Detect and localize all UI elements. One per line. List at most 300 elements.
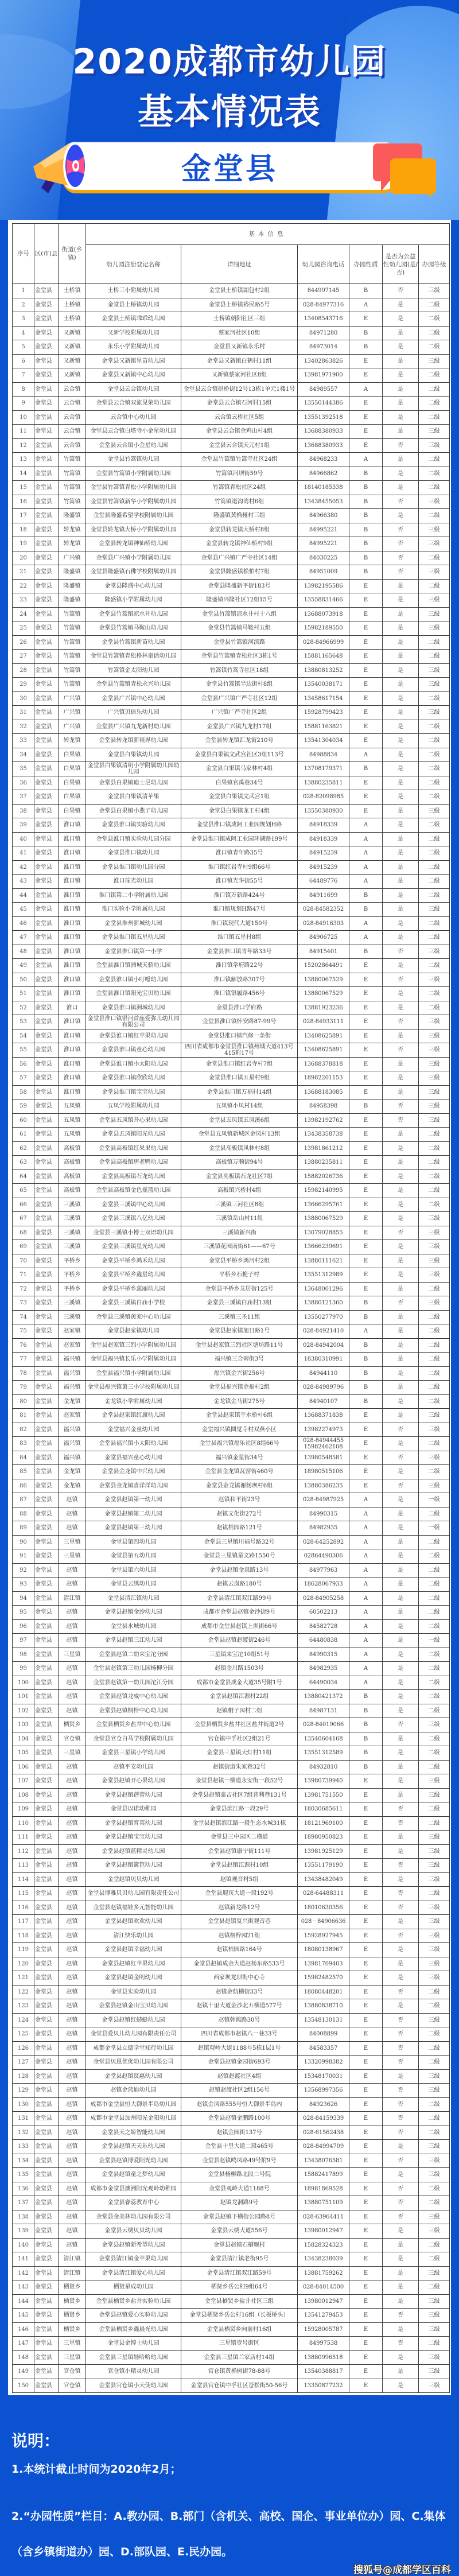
table-row xyxy=(13,846,450,861)
row-grade: 二级 xyxy=(419,1353,450,1367)
row-grade: 三级 xyxy=(419,903,450,917)
row-address: 赵镇龙洞路9号 xyxy=(181,2196,298,2210)
table-row xyxy=(13,2154,450,2168)
row-town: 赵镇 xyxy=(59,2069,86,2084)
row-nature: B xyxy=(349,551,383,565)
row-town: 三星镇 xyxy=(59,1746,86,1761)
row-grade: 三级 xyxy=(419,425,450,439)
table-row xyxy=(13,1198,450,1212)
row-kindergarten-name: 金堂县又新镇星苗幼儿园 xyxy=(86,354,181,368)
row-address: 金堂县淮口镇成阿工业园环湖路199号 xyxy=(181,832,298,846)
row-phone: 13981751550 xyxy=(298,1788,349,1802)
row-kindergarten-name: 金堂县淮口镇红苹果幼儿园 xyxy=(86,1029,181,1043)
table-row xyxy=(13,1184,450,1198)
row-phone: 13551179190 xyxy=(298,1859,349,1873)
row-town: 三溪镇 xyxy=(59,1240,86,1254)
row-county: 金堂县 xyxy=(34,2350,59,2365)
row-address: 高板镇万顺街94号 xyxy=(181,1156,298,1170)
row-seq: 45 xyxy=(13,903,34,917)
row-grade: 三级 xyxy=(419,2322,450,2337)
table-row xyxy=(13,1985,450,1999)
table-row xyxy=(13,1156,450,1170)
row-phone: 028-84019066 xyxy=(298,1718,349,1732)
row-town: 平桥乡 xyxy=(59,1282,86,1296)
row-county: 金堂县 xyxy=(34,846,59,861)
table-row xyxy=(13,2337,450,2351)
row-public-benefit: 是 xyxy=(383,663,419,678)
row-nature: E xyxy=(349,678,383,692)
row-seq: 79 xyxy=(13,1381,34,1395)
row-address: 三溪镇三圣11组 xyxy=(181,1310,298,1324)
row-seq: 67 xyxy=(13,1212,34,1226)
row-county: 金堂县 xyxy=(34,2112,59,2126)
row-public-benefit: 是 xyxy=(383,776,419,790)
row-address: 金堂县白果镇马家林村4组 xyxy=(181,762,298,776)
row-address: 金堂县赵镇金鹏路100号 xyxy=(181,2112,298,2126)
row-public-benefit: 是 xyxy=(383,2294,419,2309)
row-county: 金堂县 xyxy=(34,1563,59,1578)
row-nature: E xyxy=(349,312,383,327)
table-row xyxy=(13,368,450,383)
row-public-benefit: 否 xyxy=(383,495,419,509)
row-grade: 三级 xyxy=(419,1957,450,1971)
row-phone: 84915239 xyxy=(298,846,349,861)
row-kindergarten-name: 赵镇平安幼儿园 xyxy=(86,1760,181,1774)
row-grade: 三级 xyxy=(419,1929,450,1943)
row-nature: B xyxy=(349,1381,383,1395)
row-town: 淮口镇 xyxy=(59,1043,86,1058)
row-town: 五凤镇 xyxy=(59,1099,86,1114)
row-grade: 二级 xyxy=(419,1437,450,1451)
row-nature: E xyxy=(349,1844,383,1859)
row-address: 金堂县转龙镇汇龙街210号 xyxy=(181,734,298,748)
row-seq: 98 xyxy=(13,1648,34,1662)
row-grade: 三级 xyxy=(419,1240,450,1254)
megaphone-icon xyxy=(29,133,98,196)
row-county: 金堂县 xyxy=(34,537,59,551)
table-row xyxy=(13,1268,450,1283)
row-public-benefit: 是 xyxy=(383,1240,419,1254)
page-title-line1: 2020成都市幼儿园 xyxy=(72,42,387,82)
table-row xyxy=(13,832,450,846)
row-town: 栖贤乡 xyxy=(59,2294,86,2309)
row-town: 栖贤乡 xyxy=(59,2309,86,2323)
row-public-benefit: 否 xyxy=(383,523,419,537)
row-kindergarten-name: 金堂县赵镇篱笆幼儿园 xyxy=(86,1859,181,1873)
row-address: 金堂县又新镇白鹤村11组 xyxy=(181,354,298,368)
row-seq: 97 xyxy=(13,1634,34,1648)
row-phone: 84932810 xyxy=(298,1760,349,1774)
row-public-benefit: 是 xyxy=(383,593,419,608)
row-grade: 二级 xyxy=(419,916,450,931)
row-public-benefit: 是 xyxy=(383,397,419,411)
row-seq: 15 xyxy=(13,481,34,495)
row-address: 三溪镇三河社区8组 xyxy=(181,1198,298,1212)
row-grade: 三级 xyxy=(419,1831,450,1845)
row-town: 白果镇 xyxy=(59,748,86,762)
row-town: 转龙镇 xyxy=(59,537,86,551)
row-county: 金堂县 xyxy=(34,1226,59,1240)
row-town: 赵镇 xyxy=(59,2196,86,2210)
row-county: 金堂县 xyxy=(34,2309,59,2323)
row-nature: E xyxy=(349,734,383,748)
row-town: 三溪镇 xyxy=(59,1296,86,1311)
row-grade: 二级 xyxy=(419,453,450,467)
row-seq: 95 xyxy=(13,1606,34,1620)
row-county: 金堂县 xyxy=(34,1493,59,1507)
row-public-benefit: 是 xyxy=(383,2252,419,2267)
note-item-2: 2.“办园性质”栏目：A.教办园、B.部门（含机关、高校、国企、事业单位办）园、C.集体（含乡镇街道办）园、D.部队园、E.民办园。 xyxy=(11,2510,446,2558)
row-kindergarten-name: 金堂县白果镇清明小学附属幼儿园幼儿园 xyxy=(86,762,181,776)
row-nature: E xyxy=(349,2126,383,2140)
row-county: 金堂县 xyxy=(34,2013,59,2027)
row-county: 金堂县 xyxy=(34,2252,59,2267)
row-phone: 844997145 xyxy=(298,284,349,298)
row-public-benefit: 是 xyxy=(383,1844,419,1859)
row-nature: E xyxy=(349,790,383,805)
row-phone: 84989557 xyxy=(298,382,349,397)
row-address: 赵镇桐子园村二组 xyxy=(181,1704,298,1718)
row-kindergarten-name: 金堂县五凤镇阳光幼儿园 xyxy=(86,1128,181,1142)
table-row xyxy=(13,2056,450,2070)
row-phone: 60502213 xyxy=(298,1606,349,1620)
row-kindergarten-name: 金堂县爱贝儿幼儿园有限责任公司 xyxy=(86,2027,181,2042)
row-public-benefit: 是 xyxy=(383,804,419,818)
row-address: 金堂县隆盛新平街183号 xyxy=(181,579,298,593)
row-address: 金堂县土桥镇裕民路5号 xyxy=(181,298,298,312)
row-nature: B xyxy=(349,1704,383,1718)
row-seq: 8 xyxy=(13,382,34,397)
row-county: 金堂县 xyxy=(34,860,59,875)
table-row xyxy=(13,1563,450,1578)
row-nature: E xyxy=(349,1043,383,1058)
row-public-benefit: 是 xyxy=(383,1156,419,1170)
table-row xyxy=(13,2140,450,2154)
row-address: 五凤镇小凤村14组 xyxy=(181,1099,298,1114)
table-row xyxy=(13,875,450,889)
row-county: 金堂县 xyxy=(34,1507,59,1521)
table-row xyxy=(13,1085,450,1099)
row-kindergarten-name: 金堂县第六幼儿园 xyxy=(86,1563,181,1578)
row-phone: 13408625891 xyxy=(298,1043,349,1058)
row-county: 金堂县 xyxy=(34,1999,59,2014)
table-row xyxy=(13,1437,450,1451)
row-public-benefit: 否 xyxy=(383,2196,419,2210)
table-row xyxy=(13,2224,450,2239)
row-nature: A xyxy=(349,1549,383,1564)
table-row xyxy=(13,2084,450,2098)
table-row xyxy=(13,734,450,748)
table-row xyxy=(13,1507,450,1521)
col-header-grade: 办园等级 xyxy=(419,245,450,284)
row-seq: 55 xyxy=(13,1043,34,1058)
table-row xyxy=(13,1451,450,1465)
row-nature: E xyxy=(349,2027,383,2042)
table-row xyxy=(13,1872,450,1887)
row-grade: 二级 xyxy=(419,1563,450,1578)
row-seq: 44 xyxy=(13,888,34,903)
row-grade: 二级 xyxy=(419,1690,450,1704)
row-county: 金堂县 xyxy=(34,931,59,945)
row-nature: E xyxy=(349,2350,383,2365)
row-nature: B xyxy=(349,1353,383,1367)
table-row xyxy=(13,1816,450,1831)
row-phone: 13079028855 xyxy=(298,1226,349,1240)
row-seq: 115 xyxy=(13,1887,34,1901)
table-row xyxy=(13,720,450,734)
row-nature: E xyxy=(349,1802,383,1817)
row-kindergarten-name: 金堂县赵家镇三烈小学附属幼儿园 xyxy=(86,1338,181,1353)
row-nature: B xyxy=(349,1366,383,1381)
row-town: 赵镇 xyxy=(59,1887,86,1901)
row-county: 金堂县 xyxy=(34,1479,59,1493)
row-address: 金堂县观岭大道1188号 xyxy=(181,2182,298,2196)
row-county: 金堂县 xyxy=(34,2210,59,2224)
row-nature: E xyxy=(349,1915,383,1929)
row-phone: 13438455053 xyxy=(298,495,349,509)
row-phone: 13438358738 xyxy=(298,1128,349,1142)
table-row xyxy=(13,1493,450,1507)
row-grade: 三级 xyxy=(419,2140,450,2154)
row-nature: A xyxy=(349,1324,383,1339)
row-address: 赵镇新龙路12号 xyxy=(181,1901,298,1915)
row-seq: 141 xyxy=(13,2252,34,2267)
row-kindergarten-name: 土桥三小附属幼儿园 xyxy=(86,284,181,298)
row-grade: 三级 xyxy=(419,1226,450,1240)
row-nature: E xyxy=(349,2182,383,2196)
row-kindergarten-name: 金堂县云绣幼儿园 xyxy=(86,1578,181,1592)
row-phone: 028-84987925 xyxy=(298,1493,349,1507)
row-grade: 三级 xyxy=(419,1057,450,1071)
row-town: 福兴镇 xyxy=(59,1451,86,1465)
row-county: 金堂县 xyxy=(34,1676,59,1690)
row-phone: 028-84921410 xyxy=(298,1324,349,1339)
row-seq: 42 xyxy=(13,860,34,875)
row-town: 转龙镇 xyxy=(59,734,86,748)
row-kindergarten-name: 金堂县赵家镇红旗幼儿园 xyxy=(86,1409,181,1423)
row-public-benefit: 是 xyxy=(383,1704,419,1718)
row-nature: B xyxy=(349,945,383,959)
table-row xyxy=(13,1634,450,1648)
row-county: 金堂县 xyxy=(34,1268,59,1283)
row-seq: 119 xyxy=(13,1943,34,1957)
row-grade: 三级 xyxy=(419,945,450,959)
row-seq: 46 xyxy=(13,916,34,931)
row-address: 金堂县三星镇兰家店村14组 xyxy=(181,2350,298,2365)
row-public-benefit: 是 xyxy=(383,1381,419,1395)
row-seq: 18 xyxy=(13,523,34,537)
table-row xyxy=(13,1718,450,1732)
row-phone: 13880838710 xyxy=(298,1999,349,2014)
row-seq: 146 xyxy=(13,2322,34,2337)
row-town: 云合镇 xyxy=(59,425,86,439)
row-kindergarten-name: 金堂县五凤镇开心果幼儿园 xyxy=(86,1113,181,1128)
row-address: 金堂县平桥乡鸿河村2组 xyxy=(181,1254,298,1268)
table-row xyxy=(13,537,450,551)
row-seq: 99 xyxy=(13,1662,34,1676)
table-row xyxy=(13,1676,450,1690)
row-public-benefit: 是 xyxy=(383,1324,419,1339)
row-public-benefit: 是 xyxy=(383,916,419,931)
row-grade: 三级 xyxy=(419,1788,450,1802)
row-seq: 71 xyxy=(13,1268,34,1283)
row-grade: 二级 xyxy=(419,2112,450,2126)
row-public-benefit: 是 xyxy=(383,509,419,523)
row-address: 西家坝龙坝街中心寺 xyxy=(181,1971,298,1986)
row-county: 金堂县 xyxy=(34,1465,59,1479)
row-seq: 113 xyxy=(13,1859,34,1873)
row-address: 金龙镇金马街275号 xyxy=(181,1394,298,1409)
row-seq: 81 xyxy=(13,1409,34,1423)
row-grade: 三级 xyxy=(419,663,450,678)
row-town: 竹篙镇 xyxy=(59,467,86,481)
table-row xyxy=(13,1366,450,1381)
row-grade: 二级 xyxy=(419,720,450,734)
row-phone: 13408625891 xyxy=(298,1029,349,1043)
row-county: 金堂县 xyxy=(34,1859,59,1873)
row-seq: 62 xyxy=(13,1141,34,1156)
row-phone: 84582728 xyxy=(298,1619,349,1634)
col-header-seq: 序号 xyxy=(13,224,34,284)
table-row xyxy=(13,1971,450,1986)
row-grade: 一级 xyxy=(419,1493,450,1507)
table-row xyxy=(13,1859,450,1873)
row-grade: 二级 xyxy=(419,1381,450,1395)
row-public-benefit: 否 xyxy=(383,438,419,453)
row-county: 金堂县 xyxy=(34,1128,59,1142)
row-county: 金堂县 xyxy=(34,2140,59,2154)
table-row xyxy=(13,2013,450,2027)
row-nature: E xyxy=(349,2266,383,2280)
row-nature: E xyxy=(349,593,383,608)
row-address: 三溪镇花园南街61——67号 xyxy=(181,1240,298,1254)
row-phone: 028-84944455 15982462108 xyxy=(298,1437,349,1451)
row-grade: 三级 xyxy=(419,1859,450,1873)
row-nature: E xyxy=(349,1071,383,1086)
row-county: 金堂县 xyxy=(34,762,59,776)
row-phone: 13880067529 xyxy=(298,1212,349,1226)
row-county: 金堂县 xyxy=(34,1606,59,1620)
row-kindergarten-name: 金堂县福兴镇第三小学校附属幼儿园 xyxy=(86,1381,181,1395)
row-phone: 028-63964411 xyxy=(298,2210,349,2224)
row-address: 金堂县三星镇天灯村11组 xyxy=(181,1746,298,1761)
row-county: 金堂县 xyxy=(34,312,59,327)
row-nature: E xyxy=(349,1816,383,1831)
row-address: 金堂县转龙镇大桥村8组 xyxy=(181,523,298,537)
row-grade: 二级 xyxy=(419,368,450,383)
row-county: 金堂县 xyxy=(34,607,59,621)
col-header-name: 幼儿园注册登记名称 xyxy=(86,245,181,284)
row-public-benefit: 是 xyxy=(383,1634,419,1648)
row-grade: 二级 xyxy=(419,1619,450,1634)
row-county: 金堂县 xyxy=(34,523,59,537)
row-address: 金堂县白果镇文武宫社区3组113号 xyxy=(181,748,298,762)
row-seq: 103 xyxy=(13,1718,34,1732)
row-address: 金堂县高板镇凤林村8组 xyxy=(181,1141,298,1156)
row-address: 四川省成都市金堂县淮口镇州城大道413号415附17号 xyxy=(181,1043,298,1058)
row-public-benefit: 是 xyxy=(383,1366,419,1381)
table-row xyxy=(13,1479,450,1493)
row-seq: 38 xyxy=(13,804,34,818)
row-public-benefit: 否 xyxy=(383,2182,419,2196)
row-seq: 135 xyxy=(13,2168,34,2182)
row-public-benefit: 是 xyxy=(383,1578,419,1592)
table-row xyxy=(13,2168,450,2182)
row-nature: E xyxy=(349,1057,383,1071)
row-nature: E xyxy=(349,973,383,987)
row-phone: 13541279453 xyxy=(298,2309,349,2323)
row-county: 金堂县 xyxy=(34,326,59,340)
row-nature: E xyxy=(349,354,383,368)
table-row xyxy=(13,1338,450,1353)
row-town: 三溪镇 xyxy=(59,1226,86,1240)
row-kindergarten-name: 金堂县赵家镇幼儿园 xyxy=(86,1324,181,1339)
row-public-benefit: 否 xyxy=(383,1226,419,1240)
row-town: 三星镇 xyxy=(59,2350,86,2365)
row-town: 平桥乡 xyxy=(59,1268,86,1283)
table-row xyxy=(13,621,450,636)
row-phone: 84982935 xyxy=(298,1521,349,1536)
row-public-benefit: 是 xyxy=(383,1831,419,1845)
row-town: 淮口镇 xyxy=(59,973,86,987)
row-kindergarten-name: 金堂县赵镇幸福幼儿园 xyxy=(86,1943,181,1957)
row-public-benefit: 是 xyxy=(383,1170,419,1184)
row-public-benefit: 否 xyxy=(383,2154,419,2168)
row-phone: 84982935 xyxy=(298,1662,349,1676)
row-phone: 84958398 xyxy=(298,1099,349,1114)
row-public-benefit: 否 xyxy=(383,2041,419,2056)
row-town: 广兴镇 xyxy=(59,706,86,720)
row-public-benefit: 否 xyxy=(383,1901,419,1915)
row-address: 金堂县赵家镇三烈社区塘坊路11号 xyxy=(181,1338,298,1353)
row-county: 金堂县 xyxy=(34,2224,59,2239)
row-address: 金堂县迎宾大道一段192号 xyxy=(181,1887,298,1901)
row-town: 赵镇 xyxy=(59,2140,86,2154)
row-kindergarten-name: 金堂县白果镇迪士尼幼儿园 xyxy=(86,776,181,790)
row-nature: E xyxy=(349,1943,383,1957)
row-grade: 二级 xyxy=(419,1662,450,1676)
row-nature: E xyxy=(349,1141,383,1156)
row-kindergarten-name: 金堂县赵镇博爱阳光幼儿园 xyxy=(86,2154,181,2168)
notes-section xyxy=(0,2395,459,2576)
row-town: 白果镇 xyxy=(59,804,86,818)
row-seq: 36 xyxy=(13,776,34,790)
row-kindergarten-name: 金堂县土桥镇乖乖幼儿园 xyxy=(86,312,181,327)
row-address: 金堂县赵家镇平水桥村6组 xyxy=(181,1409,298,1423)
row-town: 栖贤乡 xyxy=(59,1718,86,1732)
row-kindergarten-name: 竹篙镇金太阳幼儿园 xyxy=(86,663,181,678)
row-address: 金堂县福兴镇福乐社区8组66号 xyxy=(181,1437,298,1451)
row-nature: E xyxy=(349,635,383,650)
row-public-benefit: 是 xyxy=(383,481,419,495)
row-town: 云合镇 xyxy=(59,438,86,453)
row-town: 淮口镇 xyxy=(59,860,86,875)
row-kindergarten-name: 金堂县转龙镇神仙桥幼儿园 xyxy=(86,537,181,551)
row-county: 金堂县 xyxy=(34,734,59,748)
table-row xyxy=(13,1521,450,1536)
row-grade: 二级 xyxy=(419,2027,450,2042)
row-phone: 84923626 xyxy=(298,2097,349,2112)
table-row xyxy=(13,1915,450,1929)
row-kindergarten-name: 金堂县福兴镇小太阳幼儿园 xyxy=(86,1437,181,1451)
row-town: 云合镇 xyxy=(59,382,86,397)
row-county: 金堂县 xyxy=(34,495,59,509)
row-grade: 二级 xyxy=(419,1591,450,1606)
row-phone: 84968233 xyxy=(298,453,349,467)
row-nature: A xyxy=(349,1563,383,1578)
row-address: 金堂县竹篙镇河滨路 xyxy=(181,635,298,650)
table-row xyxy=(13,1057,450,1071)
